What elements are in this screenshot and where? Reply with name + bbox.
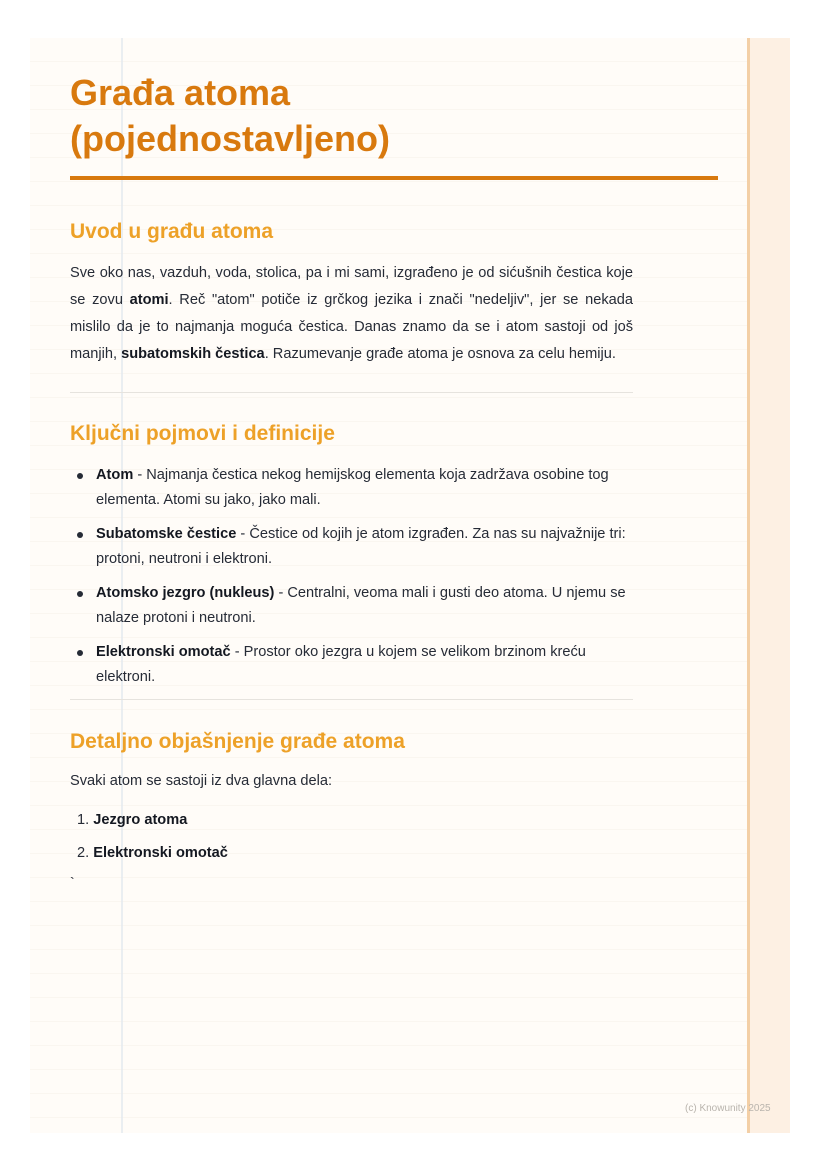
bullet-icon [77,532,83,538]
list-item [70,463,633,513]
title-underline [70,176,718,180]
list-item [70,808,720,833]
right-margin-line [747,38,750,1133]
footer-copyright: (c) Knowunity 2025 [685,1103,771,1114]
section-divider [70,392,633,393]
bullet-icon [77,650,83,656]
intro-text-3: . Razumevanje građe atoma je osnova za celu hemiju. [264,346,616,362]
section-heading-intro: Uvod u građu atoma [70,220,274,243]
intro-term-subatomic: subatomskih čestica [121,346,265,362]
part-label: Jezgro atoma [93,812,188,828]
document-content [70,70,720,890]
definition-text: - Centralni, veoma mali i gusti deo atoma. U njemu se nalaze protoni i neutroni. [96,585,626,626]
section-divider [70,699,633,700]
parts-list [70,808,720,866]
list-number: 2. [77,845,90,861]
list-item [70,841,720,866]
section-heading-definitions: Ključni pojmovi i definicije [70,422,335,445]
definition-term: Elektronski omotač [96,644,231,660]
definition-term: Subatomske čestice [96,526,237,542]
definition-term: Atom [96,467,134,483]
page-title: Građa atoma (pojednostavljeno) [70,72,391,159]
definition-text: - Najmanja čestica nekog hemijskog elementa koja zadržava osobine tog elementa. Atomi su jako, jako mali. [96,467,609,508]
stray-backtick: ` [70,874,75,890]
right-margin-strip [748,38,790,1133]
list-item [70,581,633,631]
intro-text-2: . Reč "atom" potiče iz grčkog jezika i znači "nedeljiv", jer se nekada mislilo da je to najmanja moguća čestica. Danas znamo da se i atom sastoji od još manjih, [70,292,633,362]
intro-term-atomi: atomi [129,292,169,308]
definition-text: - Prostor oko jezgra u kojem se velikom brzinom kreću elektroni. [96,644,586,685]
section-heading-details: Detaljno objašnjenje građe atoma [70,730,405,753]
bullet-icon [77,473,83,479]
details-intro: Svaki atom se sastoji iz dva glavna dela: [70,773,333,789]
bullet-icon [77,591,83,597]
list-item [70,522,633,572]
part-label: Elektronski omotač [93,845,228,861]
list-number: 1. [77,812,90,828]
list-item [70,640,633,690]
intro-text-1: Sve oko nas, vazduh, voda, stolica, pa i mi sami, izgrađeno je od sićušnih čestica koje se zovu [70,265,633,308]
definitions-list [70,463,633,690]
intro-paragraph [70,260,633,368]
definition-term: Atomsko jezgro (nukleus) [96,585,275,601]
definition-text: - Čestice od kojih je atom izgrađen. Za nas su najvažnije tri: protoni, neutroni i elektroni. [96,526,626,567]
